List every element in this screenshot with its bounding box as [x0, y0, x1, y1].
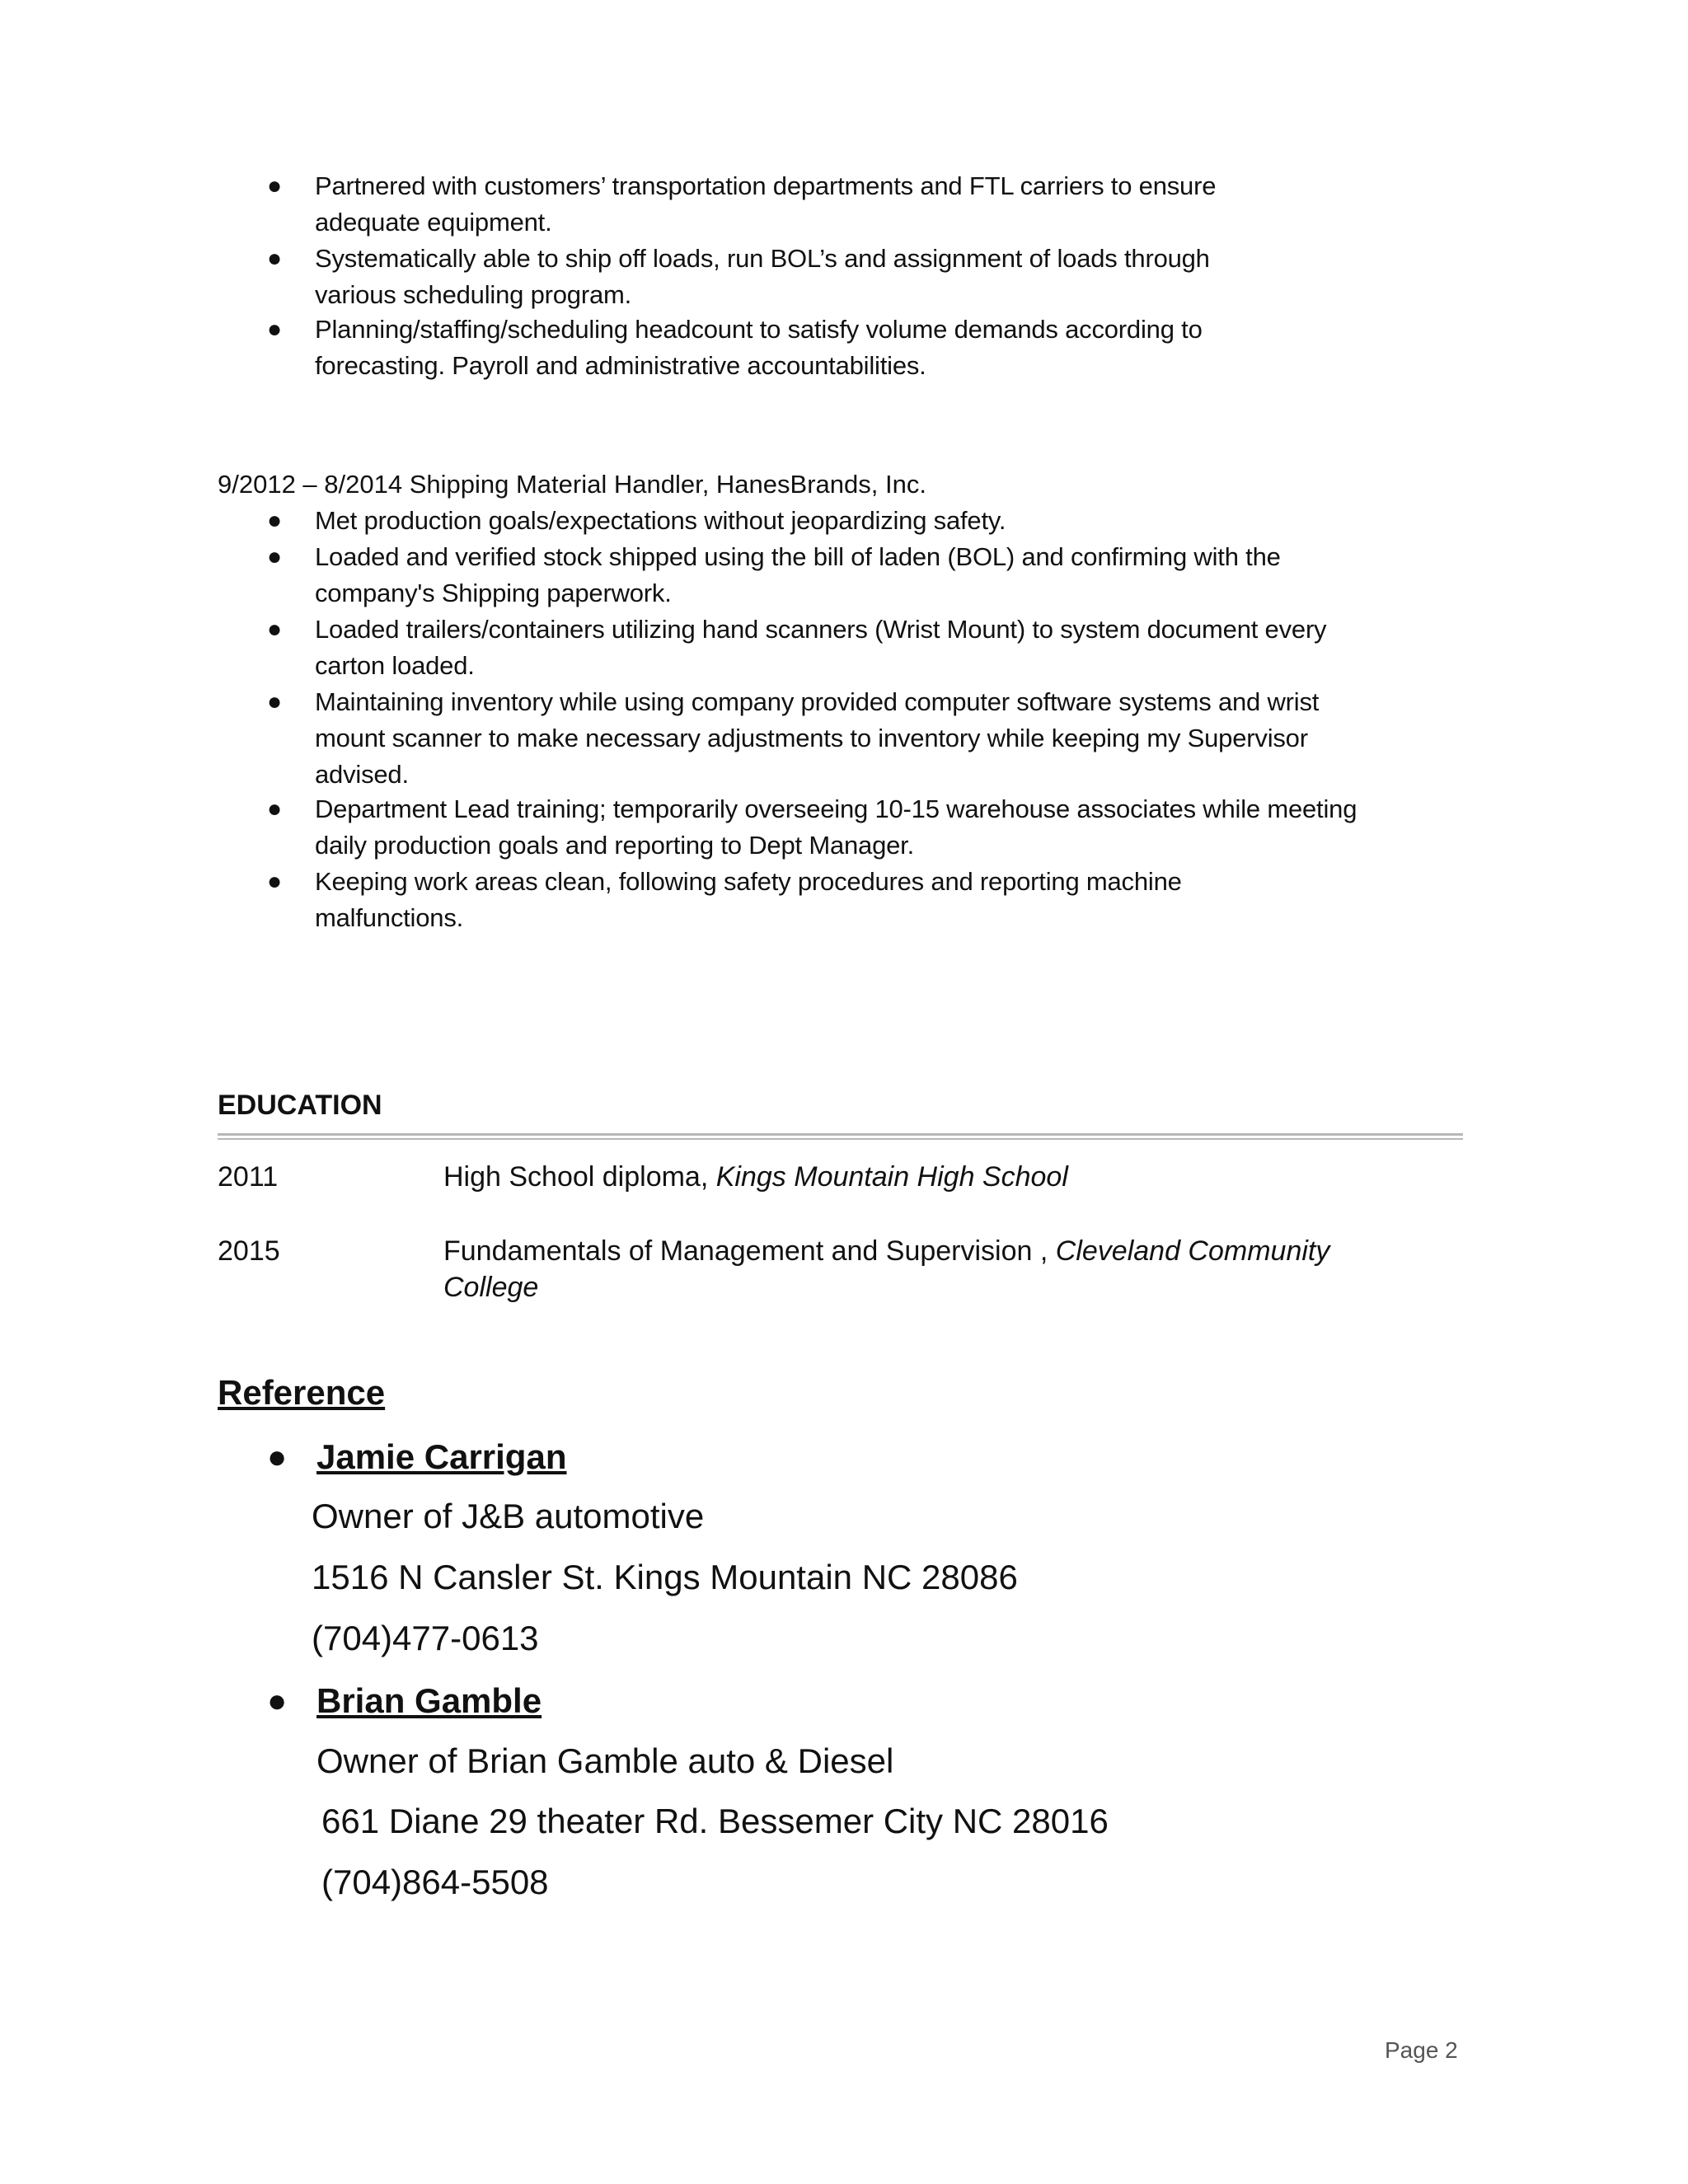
reference-phone: (704)477-0613: [312, 1619, 539, 1657]
reference-address: 1516 N Cansler St. Kings Mountain NC 28086: [312, 1558, 1018, 1596]
bullet-icon: ●: [267, 1683, 288, 1719]
reference-name: Jamie Carrigan: [316, 1437, 567, 1476]
list-item: ● Partnered with customers’ transportation departments and FTL carriers to ensure adequate equipment.: [315, 168, 1411, 241]
bullet-icon: ●: [267, 507, 282, 534]
reference-role: Owner of Brian Gamble auto & Diesel: [316, 1741, 894, 1780]
education-entry: High School diploma, Kings Mountain High School: [443, 1161, 1068, 1193]
reference-role: Owner of J&B automotive: [312, 1497, 705, 1535]
bullet-icon: ●: [267, 543, 282, 570]
bullet-icon: ●: [267, 795, 282, 823]
education-entry: Fundamentals of Management and Supervision , Cleveland Community College: [443, 1235, 1330, 1303]
page-number: Page 2: [1385, 2037, 1458, 2063]
list-item: ● Loaded trailers/containers utilizing hand scanners (Wrist Mount) to system document every carton loaded.: [315, 612, 1411, 684]
list-item: ● Keeping work areas clean, following safety procedures and reporting machine malfunctions.: [315, 864, 1411, 936]
reference-address: 661 Diane 29 theater Rd. Bessemer City NC 28016: [321, 1802, 1109, 1840]
list-item: ● Planning/staffing/scheduling headcount to satisfy volume demands according to forecasting. Payroll and administrative accountabilities.: [315, 312, 1411, 384]
reference-heading: Reference: [218, 1373, 386, 1412]
reference-phone: (704)864-5508: [321, 1863, 549, 1901]
education-year: 2015: [218, 1235, 280, 1267]
reference-name: Brian Gamble: [316, 1681, 542, 1720]
list-item: ● Maintaining inventory while using company provided computer software systems and wrist mount scanner to make necessary adjustments to inventory while keeping my Supervisor advised.: [315, 684, 1411, 793]
list-item: ● Department Lead training; temporarily overseeing 10-15 warehouse associates while meeting daily production goals and reporting to Dept Manager.: [315, 791, 1411, 864]
bullet-icon: ●: [267, 316, 282, 343]
education-year: 2011: [218, 1161, 279, 1193]
list-item: ● Systematically able to ship off loads, run BOL’s and assignment of loads through various scheduling program.: [315, 241, 1411, 313]
section-divider: [218, 1133, 1463, 1136]
list-item: ● Met production goals/expectations without jeopardizing safety.: [315, 503, 1411, 539]
bullet-icon: ●: [267, 172, 282, 199]
bullet-icon: ●: [267, 688, 282, 715]
bullet-icon: ●: [267, 868, 282, 895]
section-divider: [218, 1138, 1463, 1140]
bullet-icon: ●: [267, 616, 282, 643]
list-item: ● Loaded and verified stock shipped using the bill of laden (BOL) and confirming with the company's Shipping paperwork.: [315, 539, 1411, 612]
education-heading: EDUCATION: [218, 1090, 382, 1121]
bullet-icon: ●: [267, 1439, 288, 1475]
job-title: 9/2012 – 8/2014 Shipping Material Handler, HanesBrands, Inc.: [218, 470, 926, 499]
bullet-icon: ●: [267, 245, 282, 272]
